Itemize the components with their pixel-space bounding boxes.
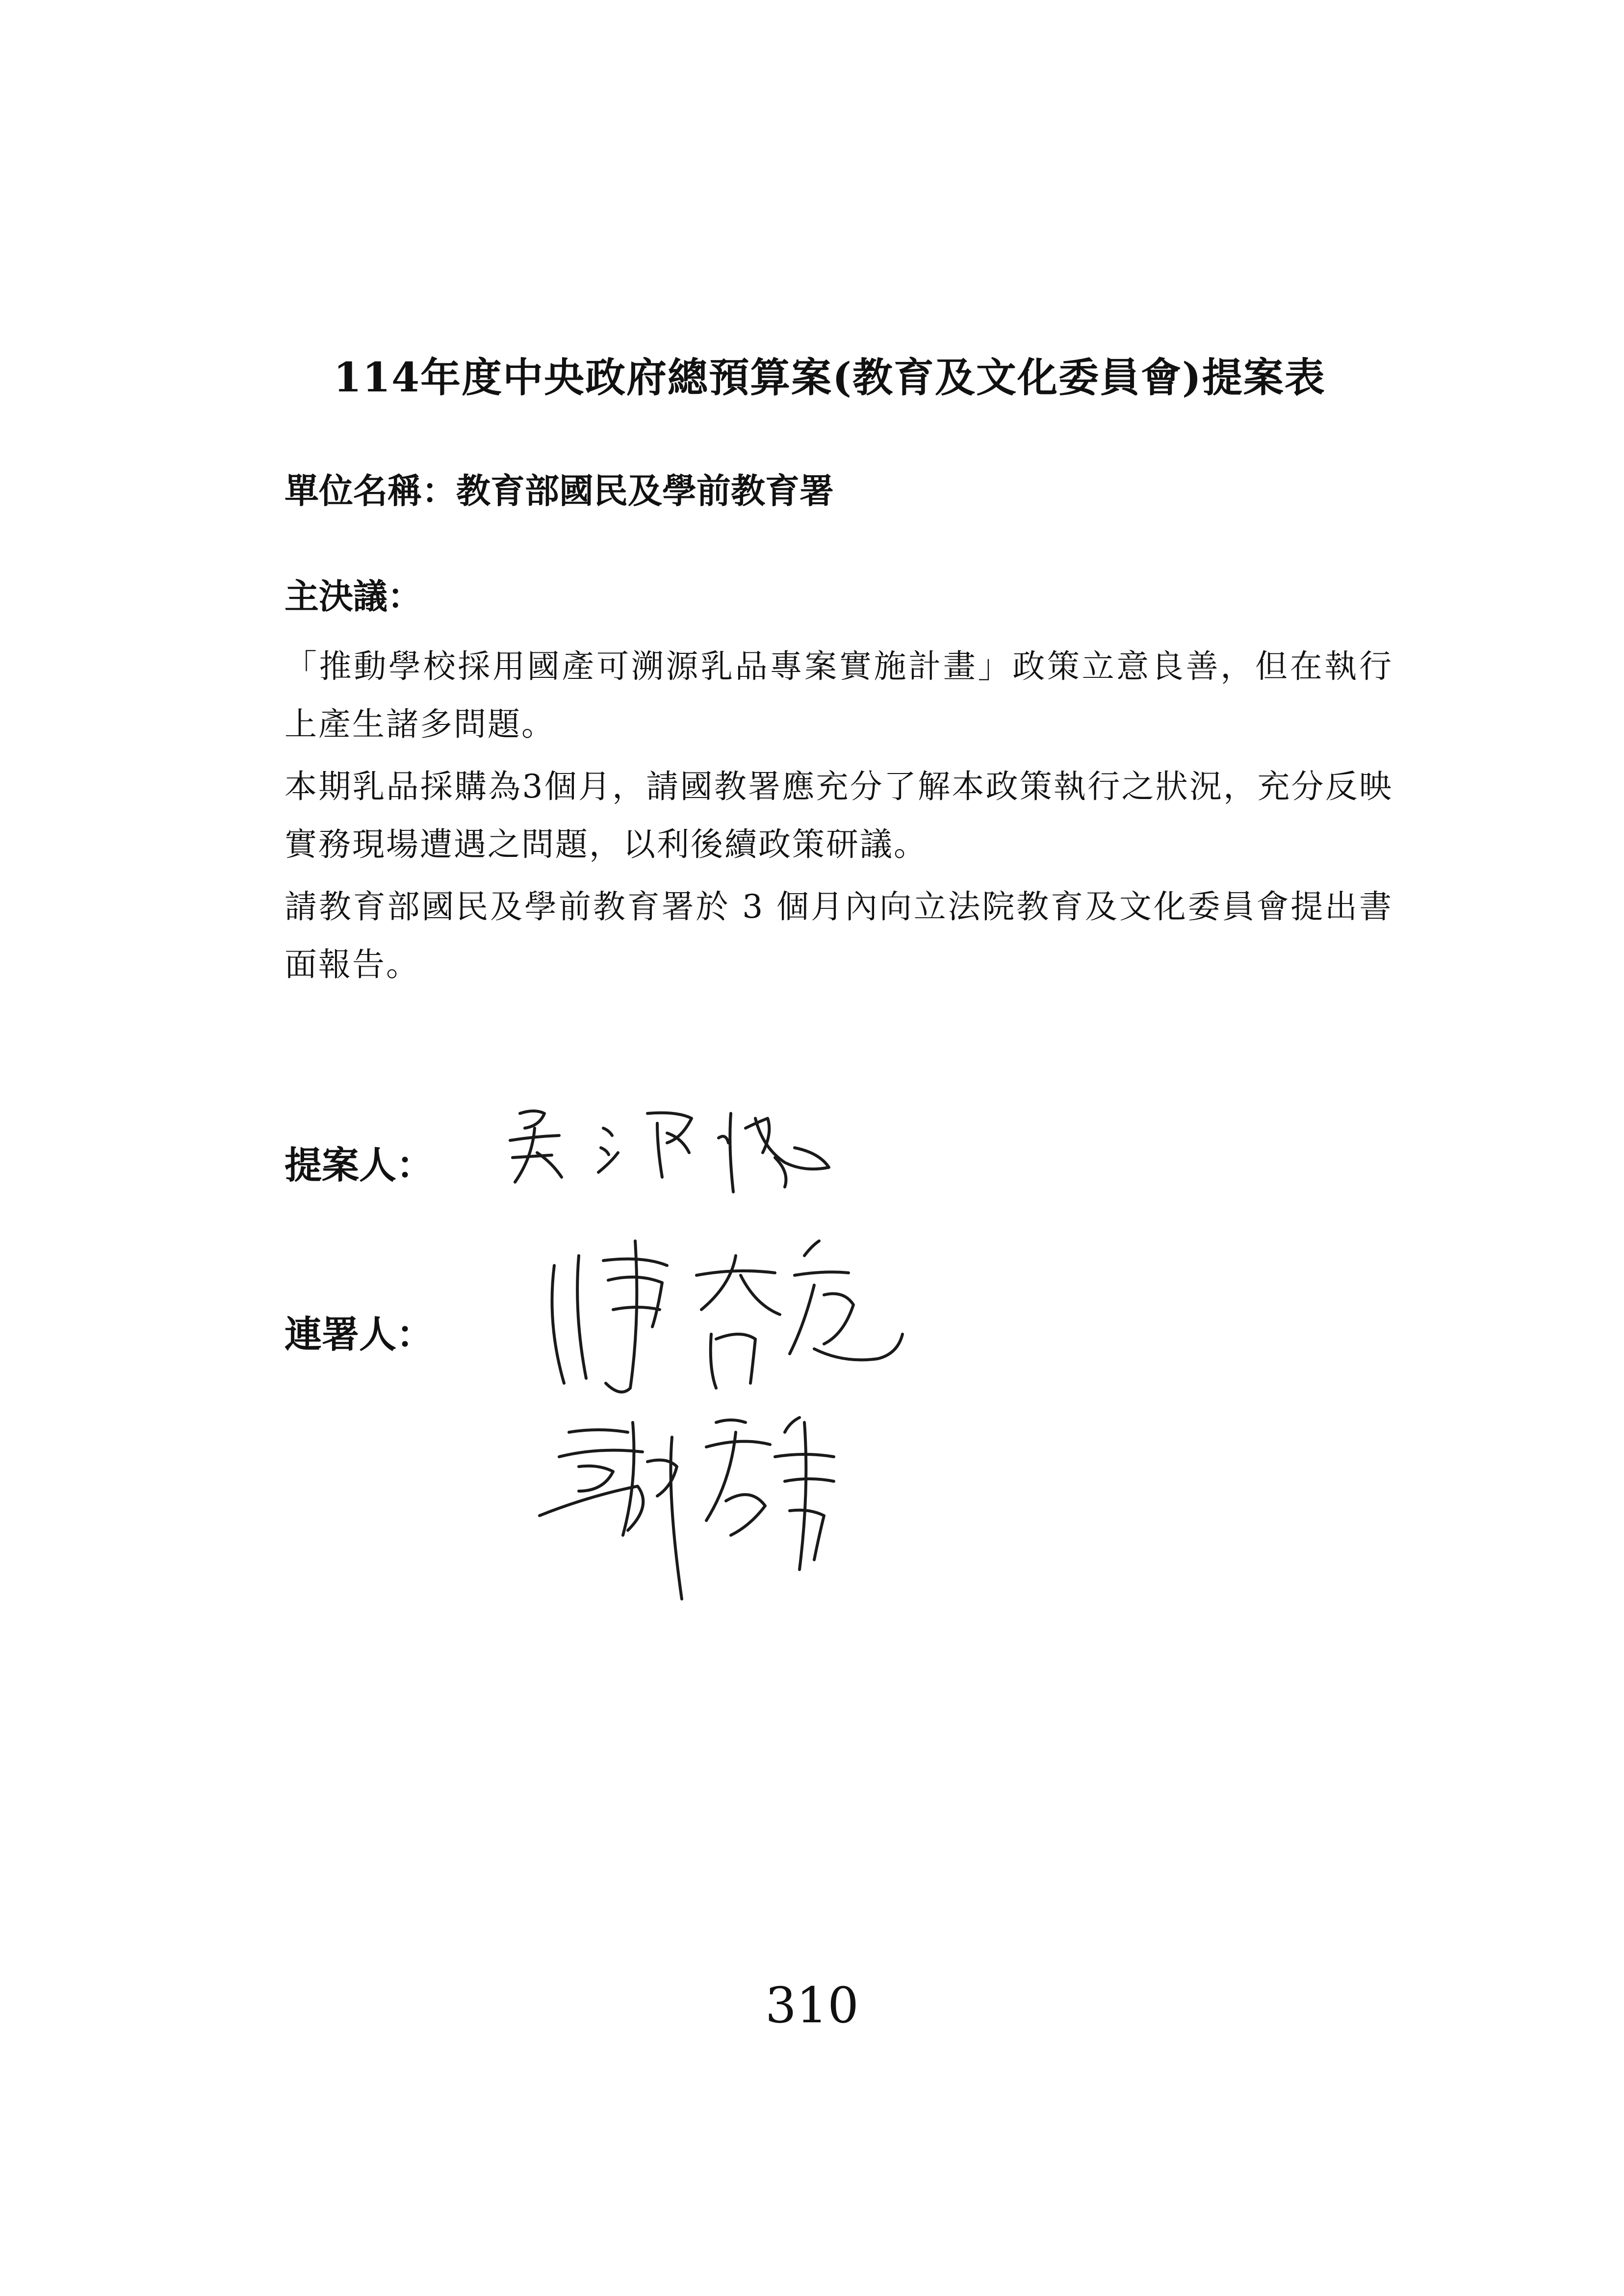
unit-name: 單位名稱：教育部國民及學前教育署 (284, 470, 834, 511)
cosigner-signature-2 (530, 1403, 873, 1609)
resolution-paragraph-3: 請教育部國民及學前教育署於 3 個月內向立法院教育及文化委員會提出書面報告。 (284, 888, 1393, 983)
cosigner-label: 連署人： (284, 1313, 434, 1356)
resolution-paragraph-2: 本期乳品採購為3個月，請國教署應充分了解本政策執行之狀況，充分反映實務現場遭遇之問題，以利後續政策研議。 (284, 768, 1393, 863)
page-number: 310 (765, 1977, 859, 2034)
proposer-signature (500, 1094, 883, 1207)
resolution-paragraph-1: 「推動學校採用國產可溯源乳品專案實施計畫」政策立意良善，但在執行上產生諸多問題。 (284, 647, 1393, 743)
proposer-label: 提案人： (284, 1143, 434, 1187)
resolution-label: 主決議： (284, 576, 422, 617)
document-title: 114年度中央政府總預算案(教育及文化委員會)提案表 (334, 354, 1326, 401)
cosigner-signature-1 (540, 1226, 932, 1403)
